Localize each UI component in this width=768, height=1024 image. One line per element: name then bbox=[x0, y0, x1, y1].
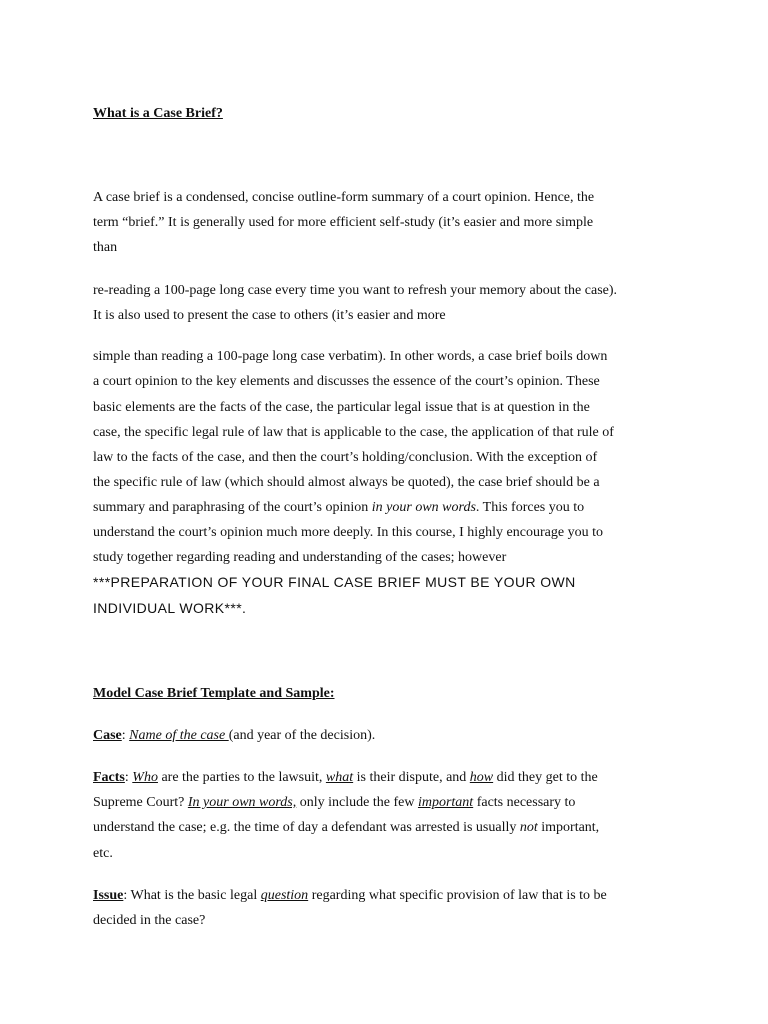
para3-line3: basic elements are the facts of the case, the particular legal issue that is at question in the bbox=[93, 400, 590, 415]
preparation-notice-line1: ***PREPARATION OF YOUR FINAL CASE BRIEF MUST BE YOUR OWN bbox=[93, 574, 576, 590]
facts-text2: is their dispute, and bbox=[353, 770, 470, 785]
para1-line2: term “brief.” It is generally used for more efficient self-study (it’s easier and more simple bbox=[93, 215, 594, 230]
facts-how: how bbox=[469, 770, 494, 785]
issue-line2: decided in the case? bbox=[93, 913, 206, 928]
facts-who: Who bbox=[132, 770, 158, 785]
para3-line2: a court opinion to the key elements and discusses the essence of the court’s opinion. These bbox=[93, 374, 600, 389]
para3-line7 bbox=[93, 495, 584, 520]
para1-line1: A case brief is a condensed, concise outline-form summary of a court opinion. Hence, the bbox=[93, 190, 595, 205]
para3-line8: understand the court’s opinion much more deeply. In this course, I highly encourage you to bbox=[93, 525, 603, 540]
facts-label: Facts bbox=[93, 770, 125, 785]
case-line bbox=[93, 723, 375, 748]
in-your-own-words-emphasis: in your own words bbox=[371, 500, 476, 515]
issue-line1 bbox=[93, 883, 607, 908]
facts-line4: etc. bbox=[93, 846, 113, 861]
facts-line3-a: understand the case; e.g. the time of day a defendant was arrested is usually bbox=[93, 820, 520, 835]
facts-line2-a: Supreme Court? bbox=[93, 795, 188, 810]
issue-rest: regarding what specific provision of law that is to be bbox=[308, 888, 607, 903]
facts-line3-b: important, bbox=[537, 820, 600, 835]
para3-line4: case, the specific legal rule of law that is applicable to the case, the application of that rule of bbox=[93, 425, 614, 440]
para3-line5: law to the facts of the case, and then the court’s holding/conclusion. With the exception of bbox=[93, 450, 598, 465]
facts-important: important bbox=[417, 795, 474, 810]
para3-line6: the specific rule of law (which should almost always be quoted), the case brief should be a bbox=[93, 475, 600, 490]
issue-colon: : What is the basic legal bbox=[123, 888, 261, 903]
heading-model-case-brief: Model Case Brief Template and Sample: bbox=[93, 686, 335, 701]
facts-line2-d: facts necessary to bbox=[473, 795, 576, 810]
facts-line3 bbox=[93, 815, 599, 840]
facts-line2-c: only include the few bbox=[296, 795, 418, 810]
facts-text1: are the parties to the lawsuit, bbox=[157, 770, 326, 785]
facts-colon: : bbox=[124, 770, 133, 785]
facts-in-your-own-words: In your own words, bbox=[187, 795, 297, 810]
facts-what: what bbox=[325, 770, 354, 785]
case-colon: : bbox=[121, 728, 130, 743]
case-name-placeholder: Name of the case bbox=[129, 728, 229, 743]
preparation-notice-line2: INDIVIDUAL WORK***. bbox=[93, 600, 247, 616]
facts-line2 bbox=[93, 790, 575, 815]
para2-line1: re-reading a 100-page long case every time you want to refresh your memory about the case). bbox=[93, 283, 618, 298]
para3-line9: study together regarding reading and understanding of the cases; however bbox=[93, 550, 507, 565]
para1-line3: than bbox=[93, 240, 118, 255]
facts-line1 bbox=[93, 765, 598, 790]
issue-label: Issue bbox=[93, 888, 124, 903]
issue-question: question bbox=[260, 888, 309, 903]
para2-line2: It is also used to present the case to others (it’s easier and more bbox=[93, 308, 446, 323]
heading-what-is-case-brief: What is a Case Brief? bbox=[93, 106, 223, 121]
para3-line7-text-a: summary and paraphrasing of the court’s opinion bbox=[93, 500, 372, 515]
facts-not: not bbox=[519, 820, 538, 835]
case-label: Case bbox=[93, 728, 122, 743]
para3-line7-text-c: . This forces you to bbox=[475, 500, 585, 515]
facts-text3: did they get to the bbox=[493, 770, 598, 785]
para3-line1: simple than reading a 100-page long case verbatim). In other words, a case brief boils down bbox=[93, 349, 608, 364]
case-line-rest: (and year of the decision). bbox=[228, 728, 376, 743]
